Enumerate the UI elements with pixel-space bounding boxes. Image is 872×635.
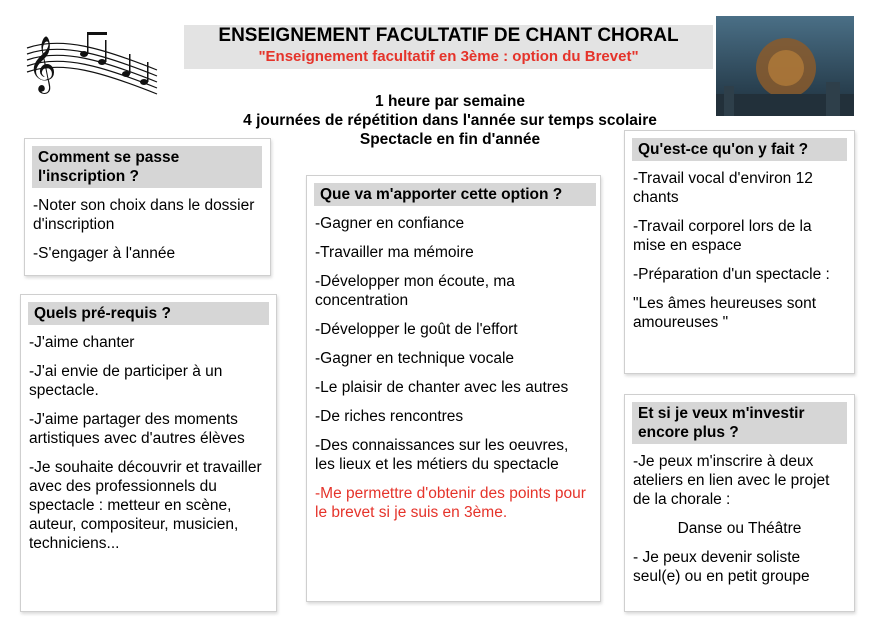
prerequis-heading: Quels pré-requis ? <box>28 302 269 325</box>
music-staff-illustration <box>22 18 162 98</box>
investir-heading: Et si je veux m'investir encore plus ? <box>632 402 847 444</box>
apport-item: -Travailler ma mémoire <box>315 244 474 261</box>
prerequis-item: -J'aime chanter <box>29 334 135 351</box>
investir-item: -Je peux m'inscrire à deux ateliers en lien avec le projet de la chorale : <box>633 453 830 508</box>
apport-item: -Développer mon écoute, ma concentration <box>315 273 515 309</box>
apport-item: -Gagner en confiance <box>315 215 465 232</box>
intro-line-3: Spectacle en fin d'année <box>359 131 541 148</box>
activites-item: "Les âmes heureuses sont amoureuses " <box>633 295 816 331</box>
apport-item: -Le plaisir de chanter avec les autres <box>315 379 569 396</box>
inscription-item: -S'engager à l'année <box>33 245 176 262</box>
apport-box <box>306 175 601 602</box>
intro-line-2: 4 journées de répétition dans l'année sur temps scolaire <box>243 112 657 129</box>
spectacle-poster-image <box>716 16 854 116</box>
apport-heading: Que va m'apporter cette option ? <box>314 183 596 206</box>
inscription-box <box>24 138 271 276</box>
intro-line-1: 1 heure par semaine <box>375 93 525 110</box>
activites-item: -Préparation d'un spectacle : <box>633 266 830 283</box>
prerequis-box <box>20 294 277 612</box>
apport-item: -Des connaissances sur les oeuvres, les lieux et les métiers du spectacle <box>315 437 569 473</box>
page-title: ENSEIGNEMENT FACULTATIF DE CHANT CHORAL <box>218 25 679 46</box>
apport-item: -Gagner en technique vocale <box>315 350 515 367</box>
svg-text:𝄞: 𝄞 <box>28 36 57 92</box>
apport-item: -Développer le goût de l'effort <box>315 321 518 338</box>
activites-item: -Travail vocal d'environ 12 chants <box>633 170 813 206</box>
investir-box <box>624 394 855 612</box>
prerequis-item: -J'ai envie de participer à un spectacle. <box>29 363 223 399</box>
investir-options: Danse ou Théâtre <box>677 520 802 537</box>
inscription-item: -Noter son choix dans le dossier d'inscription <box>33 197 255 233</box>
inscription-heading: Comment se passe l'inscription ? <box>32 146 262 188</box>
apport-item: -De riches rencontres <box>315 408 464 425</box>
apport-brevet-highlight: -Me permettre d'obtenir des points pour le brevet si je suis en 3ème. <box>315 485 586 521</box>
prerequis-item: -Je souhaite découvrir et travailler avec des professionnels du spectacle : metteur en scène, auteur, compositeur, musicien, techniciens... <box>29 459 262 552</box>
activites-heading: Qu'est-ce qu'on y fait ? <box>632 138 847 161</box>
prerequis-item: -J'aime partager des moments artistiques avec d'autres élèves <box>29 411 245 447</box>
title-band <box>184 25 713 69</box>
activites-item: -Travail corporel lors de la mise en espace <box>633 218 812 254</box>
investir-item: - Je peux devenir soliste seul(e) ou en petit groupe <box>633 549 810 585</box>
page-subtitle: "Enseignement facultatif en 3ème : option du Brevet" <box>258 48 639 65</box>
activites-box <box>624 130 855 374</box>
